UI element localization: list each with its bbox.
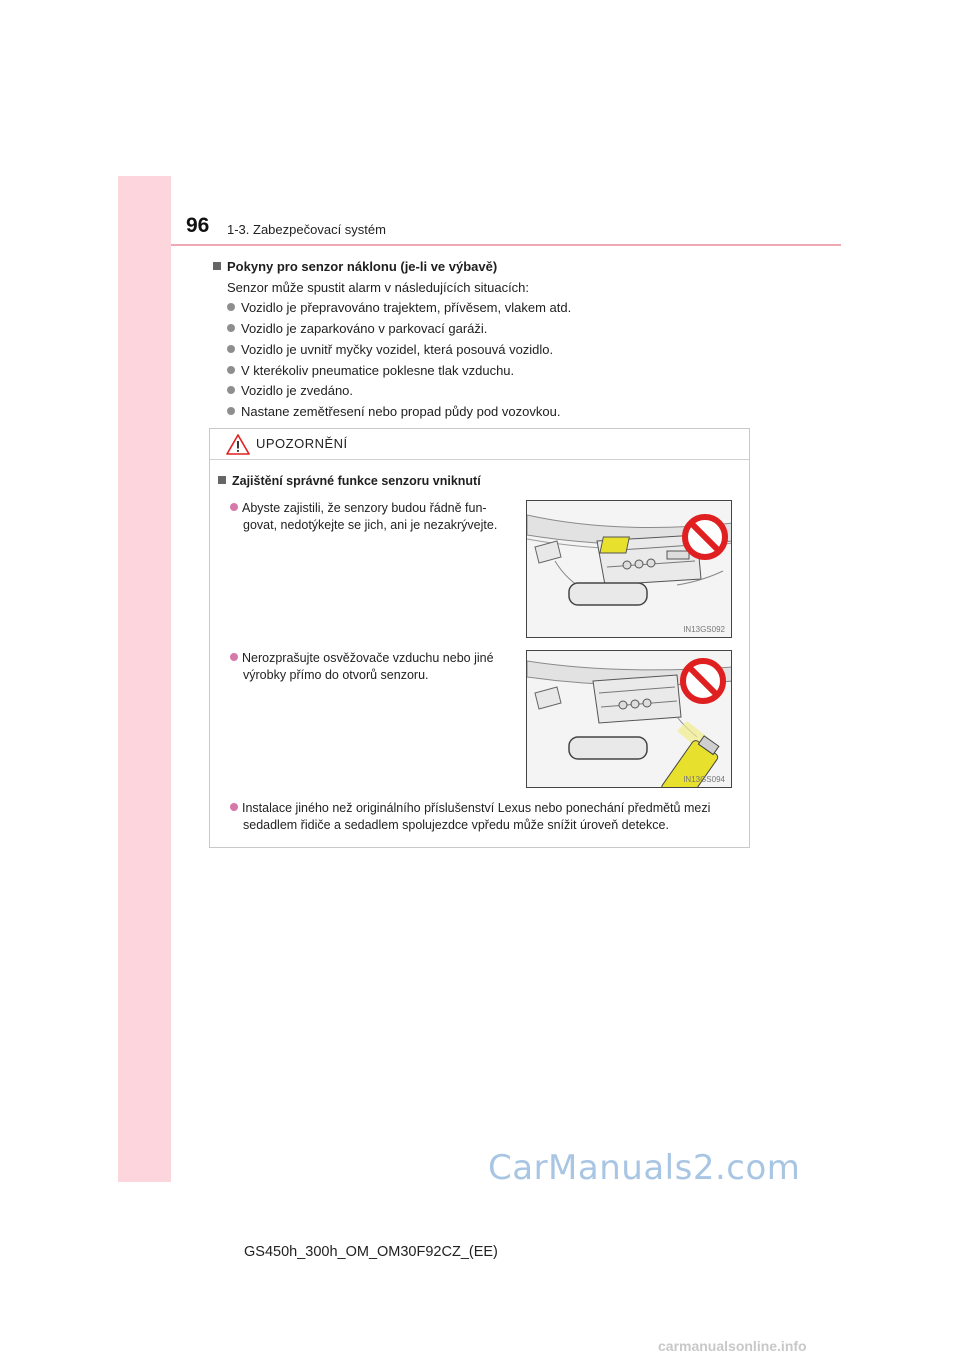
- sensor-illustration: [526, 500, 732, 638]
- square-bullet-icon: [213, 262, 221, 270]
- bullet-icon: [230, 803, 238, 811]
- warning-title: UPOZORNĚNÍ: [256, 436, 348, 451]
- header-rule: [171, 244, 841, 246]
- bullet-icon: [230, 503, 238, 511]
- section-title: 1-3. Zabezpečovací systém: [227, 222, 386, 237]
- square-bullet-icon: [218, 476, 226, 484]
- warning-item-2: Nerozprašujte osvěžovače vzduchu nebo jiné výrobky přímo do otvorů senzoru.: [230, 650, 530, 684]
- image-code: IN13GS092: [683, 625, 725, 634]
- list-item: Vozidlo je zaparkováno v parkovací garáži.: [227, 321, 487, 336]
- sidebar-tab: [118, 176, 171, 1182]
- warning-heading: Zajištění správné funkce senzoru vniknutí: [218, 474, 481, 488]
- list-item: V kterékoliv pneumatice poklesne tlak vzduchu.: [227, 363, 514, 378]
- overhead-console-drawing: [527, 501, 732, 638]
- document-code: GS450h_300h_OM_OM30F92CZ_(EE): [244, 1244, 498, 1260]
- list-item: Vozidlo je přepravováno trajektem, přívěsem, vlakem atd.: [227, 300, 571, 315]
- watermark-small: carmanualsonline.info: [658, 1338, 807, 1354]
- bullet-icon: [227, 407, 235, 415]
- notes-intro: Senzor může spustit alarm v následujících situacích:: [227, 280, 530, 295]
- warning-item-1: Abyste zajistili, že senzory budou řádně fun- govat, nedotýkejte se jich, ani je nezakrývejte.: [230, 500, 530, 534]
- bullet-icon: [230, 653, 238, 661]
- list-item: Vozidlo je uvnitř myčky vozidel, která posouvá vozidlo.: [227, 342, 553, 357]
- bullet-icon: [227, 345, 235, 353]
- image-code: IN13GS094: [683, 775, 725, 784]
- bullet-icon: [227, 386, 235, 394]
- bullet-icon: [227, 324, 235, 332]
- bullet-icon: [227, 303, 235, 311]
- warning-triangle-icon: [226, 434, 250, 455]
- list-item: Nastane zemětřesení nebo propad půdy pod vozovkou.: [227, 404, 560, 419]
- list-item: Vozidlo je zvedáno.: [227, 383, 353, 398]
- spray-can-drawing: [527, 651, 732, 788]
- warning-item-3: Instalace jiného než originálního příslušenství Lexus nebo ponechání předmětů mezi sedadlem řidiče a sedadlem spolujezdce vpředu může snížit úroveň detekce.: [230, 800, 745, 834]
- spray-illustration: [526, 650, 732, 788]
- notes-heading: Pokyny pro senzor náklonu (je-li ve výbavě): [213, 259, 497, 274]
- warning-box: [209, 428, 750, 848]
- page-number: 96: [186, 214, 210, 237]
- watermark-main: CarManuals2.com: [488, 1148, 801, 1188]
- bullet-icon: [227, 366, 235, 374]
- warning-header: [210, 429, 749, 460]
